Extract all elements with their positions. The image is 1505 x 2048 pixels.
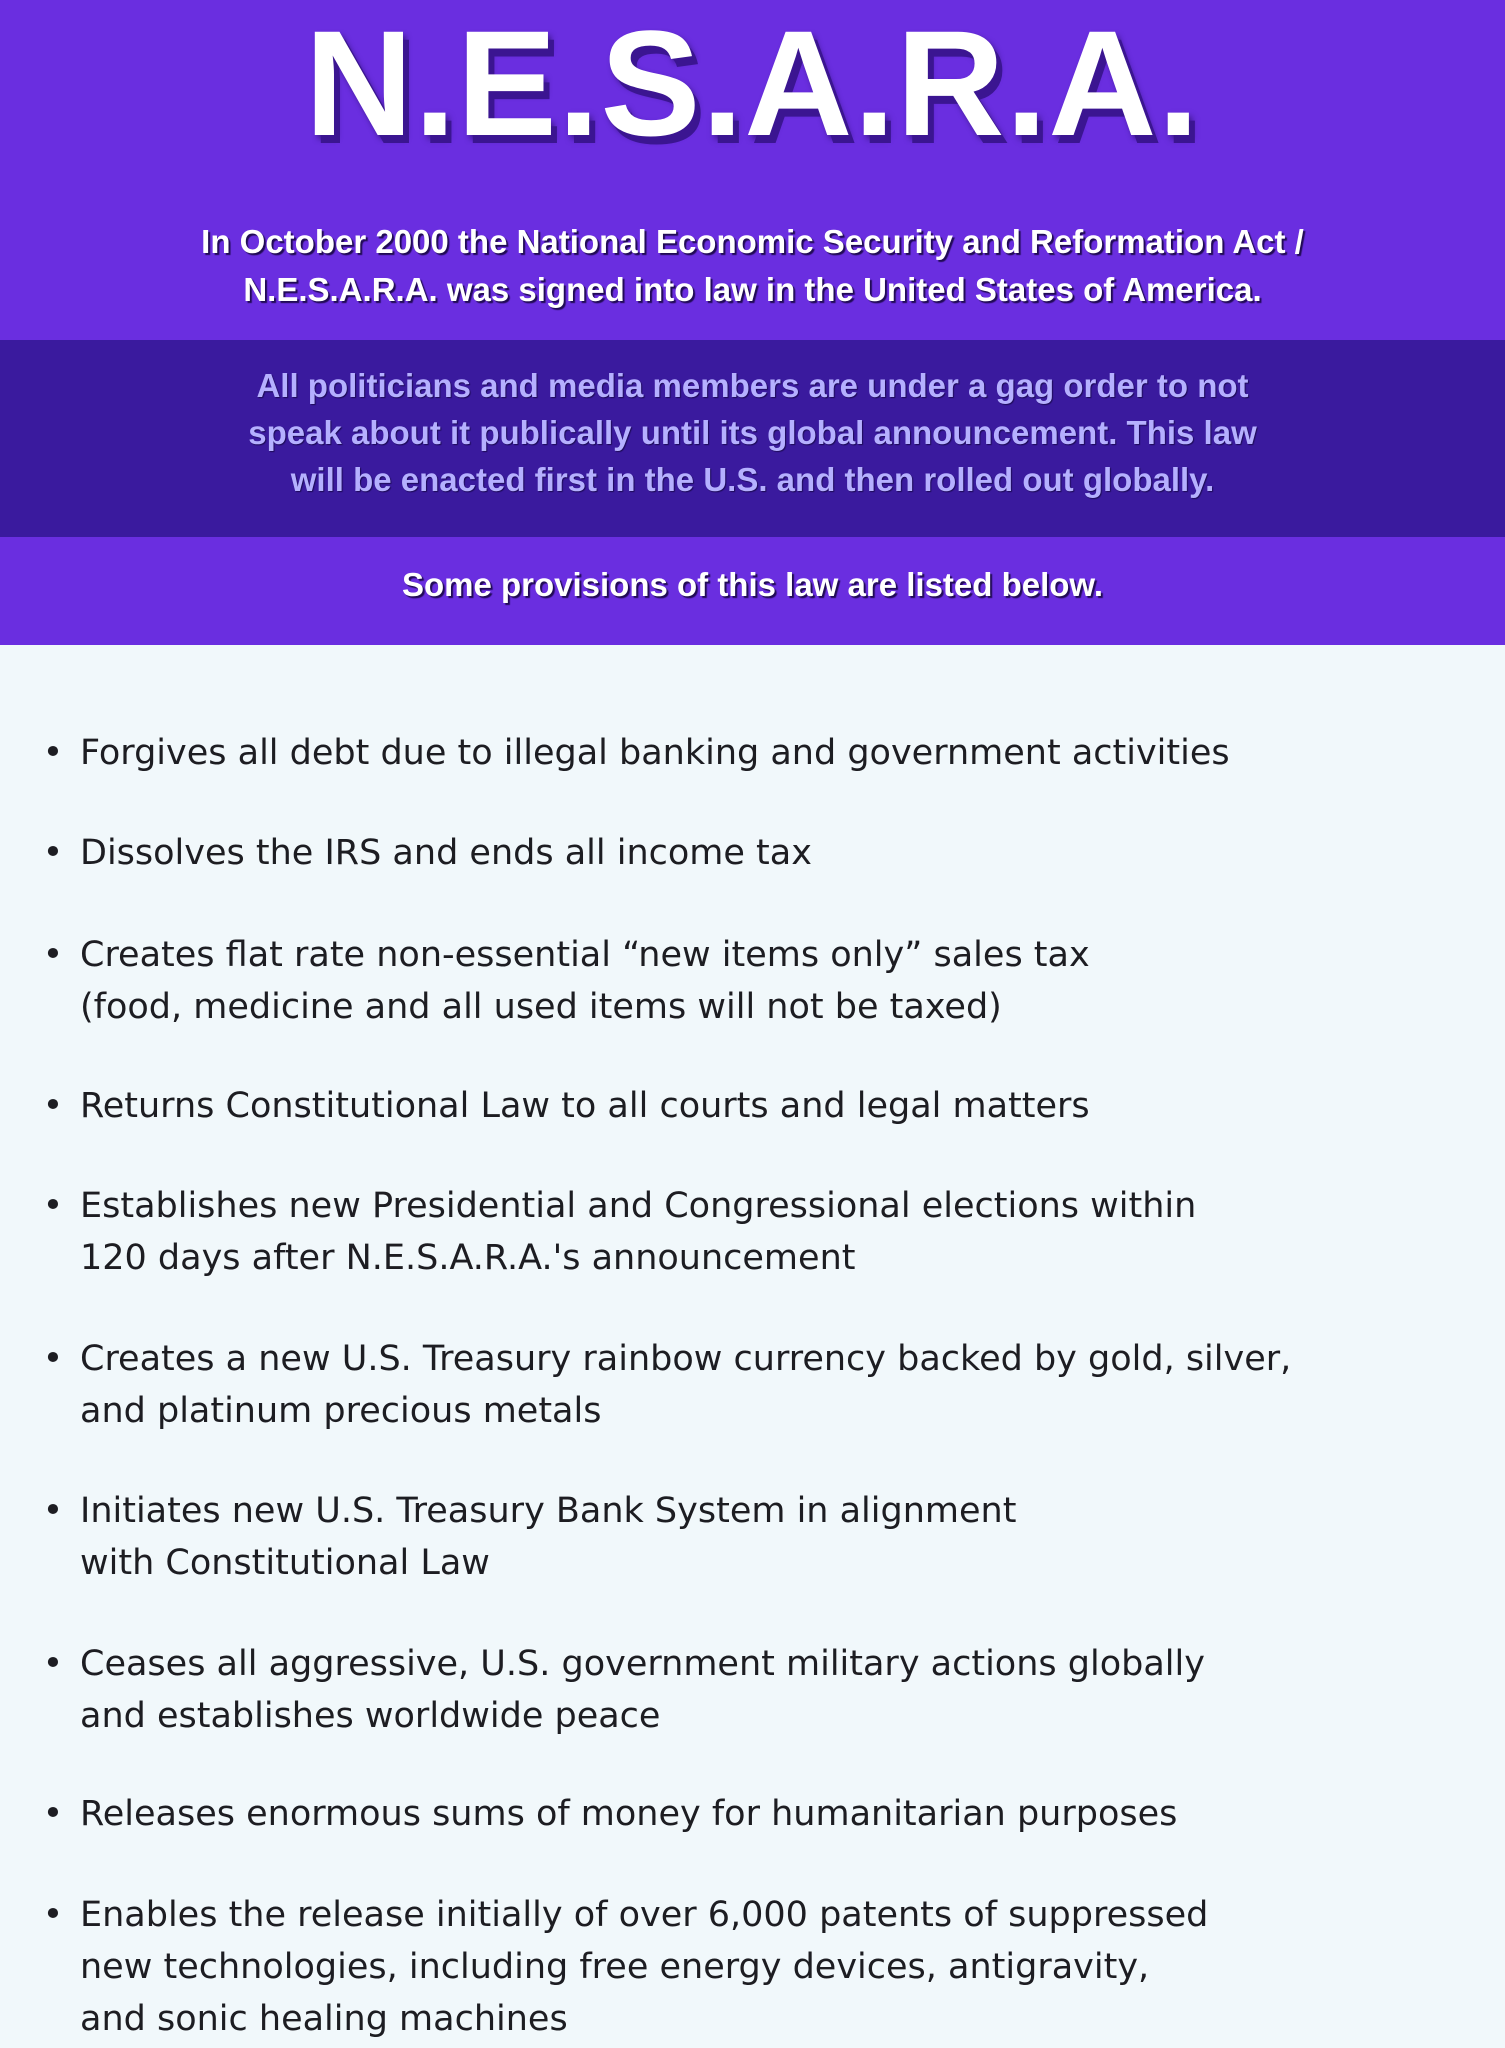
list-item-line: Returns Constitutional Law to all courts and legal matters: [80, 1086, 1090, 1126]
list-item-text: [80, 1889, 1490, 2045]
intro-line: N.E.S.A.R.A. was signed into law in the United States of America.: [243, 271, 1262, 308]
bullet-icon: •: [42, 935, 64, 975]
list-item-text: [80, 1080, 1490, 1132]
band-line: will be enacted first in the U.S. and then rolled out globally.: [290, 461, 1215, 498]
list-item-line: and establishes worldwide peace: [80, 1696, 661, 1736]
bullet-icon: •: [42, 1186, 64, 1226]
list-item-line: and sonic healing machines: [80, 1999, 568, 2039]
list-item-line: Releases enormous sums of money for humanitarian purposes: [80, 1794, 1178, 1834]
list-item-text: [80, 1638, 1490, 1742]
list-item-text: [80, 1485, 1490, 1589]
list-item-text: [80, 727, 1490, 779]
list-item-text: [80, 1333, 1490, 1437]
bullet-icon: •: [42, 733, 64, 773]
list-item-text: [80, 929, 1490, 1033]
bullet-icon: •: [42, 833, 64, 873]
band-line: All politicians and media members are under a gag order to not: [256, 367, 1249, 404]
list-item-line: (food, medicine and all used items will not be taxed): [80, 987, 1002, 1027]
bullet-icon: •: [42, 1086, 64, 1126]
list-item-line: Enables the release initially of over 6,000 patents of suppressed: [80, 1895, 1209, 1935]
list-item-line: Ceases all aggressive, U.S. government military actions globally: [80, 1644, 1205, 1684]
list-item-line: 120 days after N.E.S.A.R.A.'s announcement: [80, 1238, 856, 1278]
list-item-line: Initiates new U.S. Treasury Bank System in alignment: [80, 1491, 1017, 1531]
bullet-icon: •: [42, 1794, 64, 1834]
list-item-line: Dissolves the IRS and ends all income tax: [80, 833, 812, 873]
intro-line: In October 2000 the National Economic Security and Reformation Act /: [201, 223, 1304, 260]
bullet-icon: •: [42, 1644, 64, 1684]
bullet-icon: •: [42, 1491, 64, 1531]
list-item-text: [80, 1788, 1490, 1840]
page-title: N.E.S.A.R.A.: [304, 0, 1201, 167]
list-item-line: Creates a new U.S. Treasury rainbow currency backed by gold, silver,: [80, 1339, 1292, 1379]
list-item-line: new technologies, including free energy devices, antigravity,: [80, 1947, 1150, 1987]
bullet-icon: •: [42, 1339, 64, 1379]
list-item-text: [80, 827, 1490, 879]
list-item-text: [80, 1180, 1490, 1284]
band-line: speak about it publically until its global announcement. This law: [248, 414, 1257, 451]
list-item-line: Creates flat rate non-essential “new items only” sales tax: [80, 935, 1090, 975]
provisions-intro: Some provisions of this law are listed below.: [401, 566, 1104, 603]
list-item-line: with Constitutional Law: [80, 1543, 490, 1583]
list-item-line: Forgives all debt due to illegal banking and government activities: [80, 733, 1230, 773]
list-item-line: Establishes new Presidential and Congressional elections within: [80, 1186, 1197, 1226]
list-item-line: and platinum precious metals: [80, 1391, 602, 1431]
bullet-icon: •: [42, 1895, 64, 1935]
